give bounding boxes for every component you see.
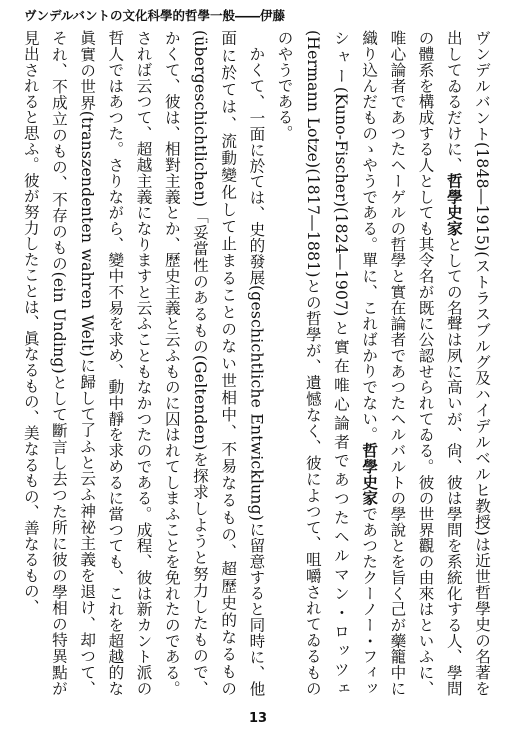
paragraph-text: ヴンデルバント(1848―1915)(ストラスブルグ及ハイデルベルヒ教授)は近世哲學史の名著を出してゐるだけに、 xyxy=(444,30,491,696)
emphasis-text: 哲學史家 xyxy=(444,172,464,237)
paragraph-text: であつたクーノー・フィッシャー(Kuno-Fischer)(1824―1907)と實在唯心論者であつたヘルマン・ロッツェ(Hermann Lotze)(1817―1881)との哲學が、遺憾なく、彼によつて、咀嚼されてゐるもののやうである。 xyxy=(275,30,379,696)
page-number: 13 xyxy=(248,711,268,726)
emphasis-text: 哲學史家 xyxy=(360,442,380,506)
paragraph-text: かくて、一面に於ては、史的發展(geschichtliche Entwicklung)に留意すると同時に、他面に於ては、流動變化して止まることのない世相中、不易なるもの、超歷史的なるもの(übergeschichtlichen)「妥當性のあるもの(Geltenden)を探求しようと努力したもので、かくて、彼は、相對主義とか、歷史主義と云ふものに囚はれてしまふことを免れたのである。されば云つて、超越主義になりますと云ふこともなかつたのである。成程、彼は新カント派の哲人ではあつた。さりながら、變中不易を求め、動中靜を求めるに當つても、これを超越的な眞實の世界(transzendenten wahren Welt)に歸して了ふと云ふ神祕主義を退け、却つて、それ、不成立のもの、不存のもの(ein Unding)として斷言し去つた所に彼の學相の特異點が見出されると思ふ。彼が努力したことは、眞なるもの、美なるもの、善なるもの、 xyxy=(22,30,266,696)
paragraph xyxy=(270,30,496,696)
running-head: ヴンデルバントの文化科學的哲學一般――伊藤 xyxy=(24,8,286,23)
paragraph xyxy=(22,30,270,696)
paragraph-text: としての名聲は夙に高いが、尙、彼は學問を系統化する人、學問の體系を構成する人としても其令名が既に公認せられてゐる。彼の世界觀の由來はといふに、唯心論者であつたヘーゲルの哲學と實在論者であつたヘルバルトの學說とを旨く己が藥籠中に織り込んだものゝやうである。單に、こればかりでない。 xyxy=(360,30,463,696)
body-text xyxy=(22,30,496,696)
